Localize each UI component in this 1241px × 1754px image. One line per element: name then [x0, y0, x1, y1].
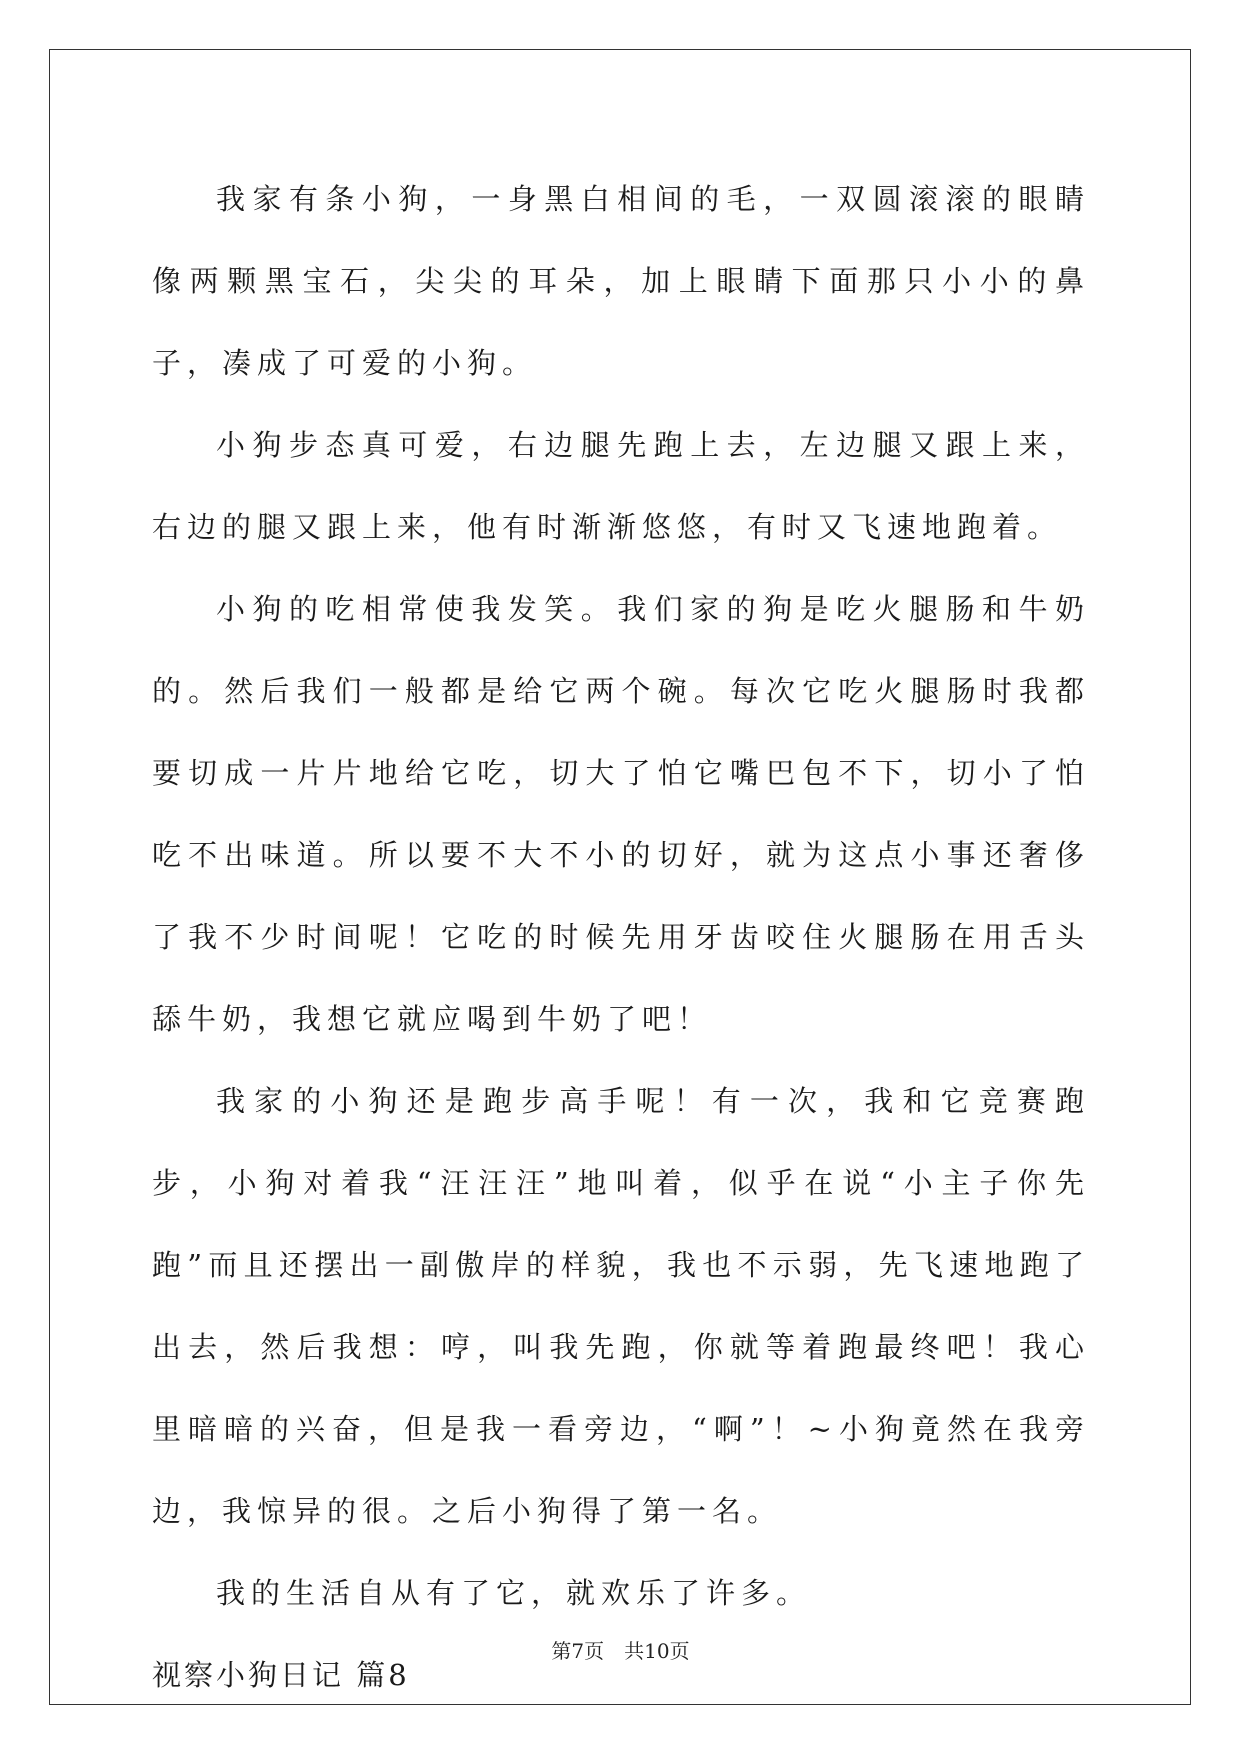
paragraph-2: 小狗步态真可爱，右边腿先跑上去，左边腿又跟上来，右边的腿又跟上来，他有时渐渐悠悠，有时又飞速地跑着。 — [152, 428, 1090, 544]
paragraph-1: 我家有条小狗，一身黑白相间的毛，一双圆滚滚的眼睛像两颗黑宝石，尖尖的耳朵，加上眼睛下面那只小小的鼻子，凑成了可爱的小狗。 — [152, 182, 1090, 380]
paragraph-4: 我家的小狗还是跑步高手呢！有一次，我和它竞赛跑步，小狗对着我“汪汪汪”地叫着，似乎在说“小主子你先跑”而且还摆出一副傲岸的样貌，我也不示弱，先飞速地跑了出去，然后我想：哼，叫我先跑，你就等着跑最终吧！我心里暗暗的兴奋，但是我一看旁边，“啊”！~小狗竟然在我旁边，我惊异的很。之后小狗得了第一名。 — [152, 1084, 1090, 1528]
paragraph-5: 我的生活自从有了它，就欢乐了许多。 — [216, 1576, 812, 1610]
page-total: 共10页 — [624, 1639, 690, 1663]
page-footer — [0, 1635, 1241, 1664]
page-number: 第7页 — [551, 1639, 605, 1663]
paragraph-3: 小狗的吃相常使我发笑。我们家的狗是吃火腿肠和牛奶的。然后我们一般都是给它两个碗。每次它吃火腿肠时我都要切成一片片地给它吃，切大了怕它嘴巴包不下，切小了怕吃不出味道。所以要不大不小的切好，就为这点小事还奢侈了我不少时间呢！它吃的时候先用牙齿咬住火腿肠在用舌头舔牛奶，我想它就应喝到牛奶了吧！ — [152, 592, 1090, 1036]
document-body — [152, 158, 1090, 1716]
section-heading: 视察小狗日记 篇8 — [152, 1658, 410, 1692]
